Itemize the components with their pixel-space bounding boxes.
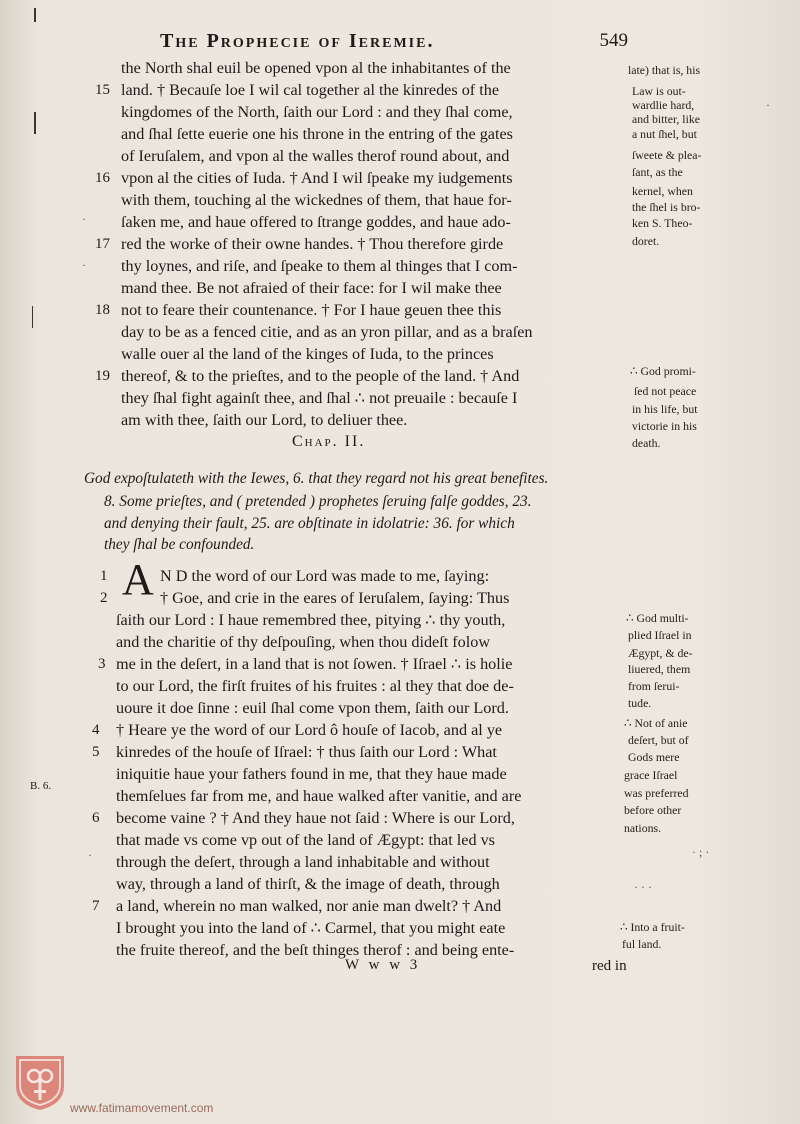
- text-line: ſaith our Lord : I haue remembred thee, pitying ∴ thy youth,: [116, 611, 506, 629]
- text-line: the North shal euil be opened vpon al the inhabitantes of the: [121, 59, 511, 77]
- ink-spot: ·: [88, 848, 92, 862]
- gloss-line: was preferred: [624, 786, 689, 800]
- text-line: I brought you into the land of ∴ Carmel, that you might eate: [116, 919, 506, 937]
- text-line: themſelues far from me, and haue walked after vanitie, and are: [116, 787, 522, 805]
- gloss-line: before other: [624, 803, 682, 817]
- gloss-line: tude.: [628, 696, 652, 710]
- gloss-line: late) that is, his: [628, 63, 701, 77]
- verse-number: 15: [95, 82, 110, 98]
- verse-number: 18: [95, 302, 110, 318]
- margin-mark: [32, 306, 33, 328]
- gloss-line: from ſerui-: [628, 679, 680, 693]
- gloss-line: wardlie hard,: [632, 98, 695, 112]
- gloss-line: ∴ Into a fruit-: [620, 920, 685, 934]
- margin-reference: B. 6.: [30, 780, 52, 792]
- gloss-line: ſed not peace: [634, 384, 697, 398]
- text-line: mand thee. Be not afraied of their face: for I wil make thee: [121, 279, 502, 297]
- verse-number: 6: [92, 810, 100, 826]
- verse-number: 1: [100, 568, 108, 584]
- margin-mark: [34, 8, 36, 22]
- text-line: not to feare their countenance. † For I haue geuen thee this: [121, 301, 502, 319]
- argument-line: they ſhal be confounded.: [104, 536, 255, 553]
- gloss-line: the ſhel is bro-: [632, 200, 701, 214]
- text-line: become vaine ? † And they haue not ſaid : Where is our Lord,: [116, 809, 515, 827]
- text-line: that made vs come vp out of the land of Ægypt: that led vs: [116, 831, 495, 849]
- text-line: way, through a land of thirſt, & the image of death, through: [116, 875, 500, 893]
- verse-number: 2: [100, 590, 108, 606]
- text-line: thereof, & to the prieſtes, and to the people of the land. † And: [121, 367, 520, 385]
- chapter-heading: Chap. II.: [292, 433, 366, 450]
- gloss-line: victorie in his: [632, 419, 697, 433]
- text-line: uoure it doe ſinne : euil ſhal come vpon them, ſaith our Lord.: [116, 699, 509, 717]
- gloss-line: liuered, them: [628, 662, 691, 676]
- text-line: and the charitie of thy deſpouſing, when thou dideſt folow: [116, 633, 491, 651]
- ink-spot: · · ·: [634, 880, 652, 894]
- argument-line: and denying their fault, 25. are obſtinate in idolatrie: 36. for which: [104, 515, 515, 532]
- gloss-line: plied Iſrael in: [628, 628, 692, 642]
- gloss-line: a nut ſhel, but: [632, 127, 697, 141]
- verse-number: 5: [92, 744, 100, 760]
- text-line: ſaken me, and haue offered to ſtrange goddes, and haue ado-: [121, 213, 511, 231]
- gloss-line: doret.: [632, 234, 660, 248]
- gloss-line: grace Iſrael: [624, 768, 678, 782]
- verse-number: 4: [92, 722, 100, 738]
- ink-spot: ·: [82, 212, 86, 226]
- ink-spot: ·: [766, 98, 770, 112]
- gloss-line: ∴ God promi-: [630, 364, 696, 378]
- text-line: † Goe, and crie in the eares of Ieruſalem, ſaying: Thus: [160, 589, 510, 607]
- text-line: to our Lord, the firſt fruites of his fruites : al they that doe de-: [116, 677, 514, 695]
- margin-mark: [34, 112, 36, 134]
- verse-number: 7: [92, 898, 100, 914]
- gloss-line: kernel, when: [632, 184, 693, 198]
- text-line: through the deſert, through a land inhabitable and without: [116, 853, 490, 871]
- running-title: The Prophecie of Ieremie.: [160, 30, 435, 52]
- text-line: † Heare ye the word of our Lord ô houſe of Iacob, and al ye: [116, 721, 503, 739]
- gloss-line: nations.: [624, 821, 662, 835]
- verse-number: 19: [95, 368, 110, 384]
- verse-number: 17: [95, 236, 110, 252]
- text-line: they ſhal fight againſt thee, and ſhal ∴ not preuaile : becauſe I: [121, 389, 518, 407]
- text-line: am with thee, ſaith our Lord, to deliuer thee.: [121, 411, 408, 429]
- text-line: thy loynes, and riſe, and ſpeake to them al thinges that I com-: [121, 257, 518, 275]
- verse-number: 3: [98, 656, 106, 672]
- text-line: the fruite thereof, and the beſt thinges therof : and being ente-: [116, 941, 515, 959]
- verse-number: 16: [95, 170, 110, 186]
- signature-mark: W w w 3: [345, 957, 421, 973]
- text-line: kingdomes of the North, ſaith our Lord : and they ſhal come,: [121, 103, 513, 121]
- text-line: a land, wherein no man walked, nor anie man dwelt? † And: [116, 897, 502, 915]
- catchword: red in: [592, 958, 627, 974]
- gloss-line: death.: [632, 436, 661, 450]
- ink-spot: ·: [82, 258, 86, 272]
- gloss-line: Law is out-: [632, 84, 686, 98]
- gloss-line: ſweete & plea-: [632, 148, 702, 162]
- text-line: of Ieruſalem, and vpon al the walles therof round about, and: [121, 147, 510, 165]
- gloss-line: ful land.: [622, 937, 662, 951]
- gloss-line: ſant, as the: [632, 165, 683, 179]
- text-line: day to be as a fenced citie, and as an yron pillar, and as a braſen: [121, 323, 533, 341]
- gloss-line: and bitter, like: [632, 112, 700, 126]
- page-number: 549: [599, 30, 628, 51]
- gloss-line: deſert, but of: [628, 733, 689, 747]
- ink-spot: · ; ·: [692, 845, 710, 859]
- watermark-url: www.fatimamovement.com: [70, 1101, 214, 1115]
- running-header: [160, 30, 640, 58]
- gloss-line: Ægypt, & de-: [628, 646, 693, 660]
- text-line: red the worke of their owne handes. † Thou therefore girde: [121, 235, 504, 253]
- text-line: kinredes of the houſe of Iſrael: † thus ſaith our Lord : What: [116, 743, 497, 761]
- seal-logo-icon: [12, 1052, 68, 1112]
- drop-capital: A: [122, 555, 154, 604]
- gloss-line: in his life, but: [632, 402, 698, 416]
- gloss-line: ∴ God multi-: [626, 611, 689, 625]
- text-line: vpon al the cities of Iuda. † And I wil ſpeake my iudgements: [121, 169, 513, 187]
- text-line: with them, touching al the wickednes of them, that haue for-: [121, 191, 512, 209]
- argument-line: God expoſtulateth with the Iewes, 6. that they regard not his great benefites.: [84, 470, 549, 487]
- gloss-line: Gods mere: [628, 750, 680, 764]
- text-line: and ſhal ſette euerie one his throne in the entring of the gates: [121, 125, 513, 143]
- text-line: me in the deſert, in a land that is not ſowen. † Iſrael ∴ is holie: [116, 655, 513, 673]
- text-line: iniquitie haue your fathers found in me, that they haue made: [116, 765, 507, 783]
- text-line: land. † Becauſe loe I wil cal together al the kinredes of the: [121, 81, 500, 99]
- gloss-line: ∴ Not of anie: [624, 716, 688, 730]
- argument-line: 8. Some prieſtes, and ( pretended ) prophetes ſeruing falſe goddes, 23.: [104, 493, 532, 510]
- text-line: N D the word of our Lord was made to me, ſaying:: [160, 567, 490, 585]
- text-line: walle ouer al the land of the kinges of Iuda, to the princes: [121, 345, 494, 363]
- gloss-line: ken S. Theo-: [632, 216, 693, 230]
